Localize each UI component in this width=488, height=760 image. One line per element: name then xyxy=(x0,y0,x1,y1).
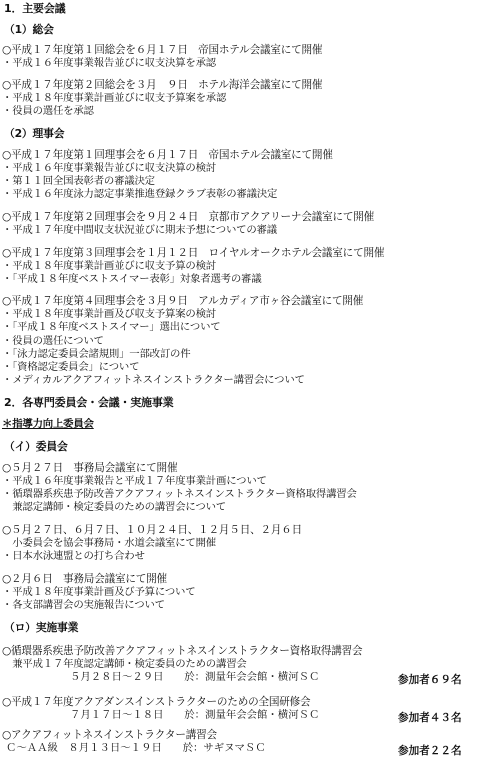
event-date-venue: ７月１７日〜１８日 於：測量年会会館・横河ＳＣ xyxy=(70,709,320,721)
meeting-detail: ・平成１６年度事業報告並びに収支決算を承認 xyxy=(2,57,217,69)
meeting-detail: ・日本水泳連盟との打ち合わせ xyxy=(2,550,145,562)
meeting-entry: ○平成１７年度第３回理事会を１月１２日 ロイヤルオークホテル会議室にて開催 xyxy=(2,247,385,259)
meeting-detail: 兼認定講師・検定委員のための講習会について xyxy=(2,501,226,513)
event-entry: ○循環器系疾患予防改善アクアフィットネスインストラクター資格取得講習会 xyxy=(2,645,363,657)
meeting-detail: ・役員の選任について xyxy=(2,335,104,347)
subsection-heading: （ロ）実施事業 xyxy=(4,621,79,634)
event-entry: ○アクアフィットネスインストラクター講習会 xyxy=(2,729,217,741)
subsection-heading: （1）総会 xyxy=(4,23,54,36)
meeting-detail: 小委員会を協会事務局・水道会議室にて開催 xyxy=(2,537,217,549)
section-heading: 1．主要会議 xyxy=(4,2,66,15)
meeting-entry: ○平成１７年度第４回理事会を３月９日 アルカディア市ヶ谷会議室にて開催 xyxy=(2,295,364,307)
participant-count: 参加者６９名 xyxy=(398,674,462,686)
event-entry: ○平成１７年度アクアダンスインストラクターのための全国研修会 xyxy=(2,696,311,708)
participant-count: 参加者２２名 xyxy=(398,745,462,757)
meeting-detail: ・平成１８年度事業計画及び収支予算案の検討 xyxy=(2,308,217,320)
meeting-detail: ・平成１８年度事業計画及び予算について xyxy=(2,586,196,598)
meeting-detail: ・各支部講習会の実施報告について xyxy=(2,599,165,611)
meeting-entry: ○平成１７年度第１回理事会を６月１７日 帝国ホテル会議室にて開催 xyxy=(2,149,333,161)
meeting-entry: ○平成１７年度第１回総会を６月１７日 帝国ホテル会議室にて開催 xyxy=(2,44,323,56)
meeting-detail: ・「泳力認定委員会諸規則」一部改訂の件 xyxy=(2,348,191,360)
meeting-detail: ・第１１回全国表彰者の審議決定 xyxy=(2,175,155,187)
meeting-entry: ○平成１７年度第２回総会を３月 ９日 ホテル海洋会議室にて開催 xyxy=(2,79,323,91)
section-heading: 2．各専門委員会・会議・実施事業 xyxy=(4,396,174,409)
meeting-detail: ・役員の選任を承認 xyxy=(2,105,94,117)
subsection-heading: （2）理事会 xyxy=(4,127,65,140)
meeting-detail: ・「資格認定委員会」について xyxy=(2,361,140,373)
event-date-venue: ５月２８日〜２９日 於：測量年会会館・横河ＳＣ xyxy=(70,671,320,683)
meeting-detail: ・循環器系疾患予防改善アクアフィットネスインストラクター資格取得講習会 xyxy=(2,488,357,500)
meeting-entry: ○平成１７年度第２回理事会を９月２４日 京都市アクアリーナ会議室にて開催 xyxy=(2,211,375,223)
meeting-detail: ・平成１８年度事業計画並びに収支予算の検討 xyxy=(2,260,217,272)
event-detail: 兼平成１７年度認定講師・検定委員のための講習会 xyxy=(2,658,247,670)
meeting-detail: ・「平成１８年度ベストスイマー表彰」対象者選考の審議 xyxy=(2,273,262,285)
subsection-heading: （イ）委員会 xyxy=(4,440,68,453)
committee-heading: ＊指導力向上委員会 xyxy=(2,418,94,430)
meeting-entry: ○５月２７日、６月７日、１０月２４日、１２月５日、２月６日 xyxy=(2,524,303,536)
meeting-detail: ・メディカルアクアフィットネスインストラクター講習会について xyxy=(2,374,305,386)
meeting-detail: ・平成１７年度中間収支状況並びに期末予想についての審議 xyxy=(2,224,277,236)
meeting-detail: ・平成１６年度泳力認定事業推進登録クラブ表彰の審議決定 xyxy=(2,188,278,200)
meeting-detail: ・「平成１８年度ベストスイマー」選出について xyxy=(2,321,221,333)
meeting-entry: ○５月２７日 事務局会議室にて開催 xyxy=(2,462,178,474)
participant-count: 参加者４３名 xyxy=(398,712,462,724)
meeting-detail: ・平成１６年度事業報告並びに収支決算の検討 xyxy=(2,162,217,174)
meeting-detail: ・平成１８年度事業計画並びに収支予算案を承認 xyxy=(2,92,227,104)
meeting-entry: ○２月６日 事務局会議室にて開催 xyxy=(2,573,167,585)
meeting-detail: ・平成１６年度事業報告と平成１７年度事業計画について xyxy=(2,475,267,487)
event-date-venue: Ｃ〜ＡＡ級 ８月１３日〜１９日 於：サギヌマＳＣ xyxy=(6,742,266,754)
